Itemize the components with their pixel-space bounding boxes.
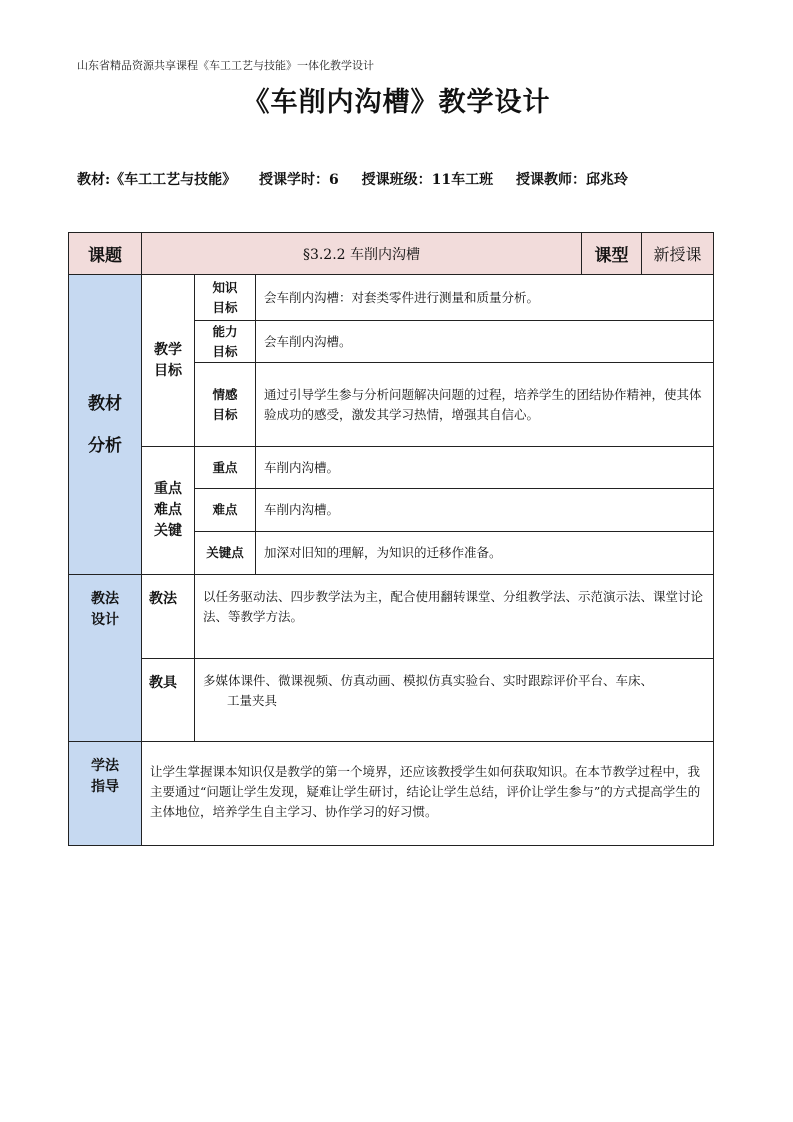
teaching-goals-cell [142, 275, 195, 447]
meta-teacher: 授课教师：邱兆玲 [516, 172, 629, 188]
teaching-tools-label-cell [142, 659, 195, 742]
key-points-label-1: 重点 [154, 481, 182, 497]
teaching-tools-text [195, 659, 714, 742]
teaching-goals-label: 教学目标 [154, 341, 182, 379]
method-design-cell [69, 575, 142, 742]
study-guide-label-1: 学法 [91, 758, 119, 774]
topic-value: §3.2.2 车削内沟槽 [142, 233, 582, 275]
ability-goal-text: 会车削内沟槽。 [256, 321, 714, 363]
course-meta [77, 169, 646, 189]
meta-class: 授课班级：11车工班 [361, 172, 494, 188]
crucial-point-text: 加深对旧知的理解，为知识的迁移作准备。 [256, 532, 714, 575]
key-point-row [69, 447, 714, 489]
teaching-tools-label: 教具 [149, 675, 177, 691]
material-analysis-label-1: 教材 [88, 393, 122, 414]
key-points-label-3: 关键 [154, 523, 182, 539]
difficult-point-text: 车削内沟槽。 [256, 489, 714, 532]
ability-goal-label-cell [195, 321, 256, 363]
lesson-design-table [68, 232, 714, 846]
study-guide-text: 让学生掌握课本知识仅是教学的第一个境界，还应该教授学生如何获取知识。在本节教学过程中，我主要通过“问题让学生发现，疑难让学生研讨，结论让学生总结，评价让学生参与”的方式提高学生的主体地位，培养学生自主学习、协作学习的好习惯。 [142, 742, 714, 846]
teaching-method-label-cell [142, 575, 195, 659]
difficult-point-label: 难点 [195, 489, 256, 532]
teaching-tools-text-line1: 多媒体课件、微课视频、仿真动画、模拟仿真实验台、实时跟踪评价平台、车床、 [203, 673, 654, 688]
meta-hours: 授课学时：6 [259, 172, 339, 188]
material-analysis-cell [69, 275, 142, 575]
key-points-label-2: 难点 [154, 502, 182, 518]
study-guide-row [69, 742, 714, 846]
topic-label: 课题 [69, 233, 142, 275]
teaching-tools-text-line2: 工量夹具 [227, 693, 278, 708]
running-header: 山东省精品资源共享课程《车工工艺与技能》一体化教学设计 [77, 59, 374, 72]
material-analysis-label-2: 分析 [88, 435, 122, 456]
emotion-goal-text: 通过引导学生参与分析问题解决问题的过程，培养学生的团结协作精神，使其体验成功的感受，激发其学习热情，增强其自信心。 [256, 363, 714, 447]
key-points-cell [142, 447, 195, 575]
knowledge-goal-text: 会车削内沟槽：对套类零件进行测量和质量分析。 [256, 275, 714, 321]
lesson-type-label: 课型 [582, 233, 642, 275]
teaching-tools-row [69, 659, 714, 742]
method-design-label-1: 教法 [91, 591, 119, 607]
crucial-point-label: 关键点 [195, 532, 256, 575]
meta-textbook: 教材:《车工工艺与技能》 [77, 172, 237, 188]
page-title: 《车削内沟槽》教学设计 [242, 87, 551, 118]
ability-goal-label: 能力目标 [212, 323, 238, 359]
method-design-label-2: 设计 [91, 612, 119, 628]
key-point-text: 车削内沟槽。 [256, 447, 714, 489]
emotion-goal-label: 情感目标 [212, 386, 238, 422]
key-point-label: 重点 [195, 447, 256, 489]
teaching-method-text: 以任务驱动法、四步教学法为主，配合使用翻转课堂、分组教学法、示范演示法、课堂讨论法、等教学方法。 [195, 575, 714, 659]
teaching-method-label: 教法 [149, 591, 177, 607]
knowledge-goal-label: 知识目标 [212, 279, 238, 315]
knowledge-goal-row [69, 275, 714, 321]
knowledge-goal-label-cell [195, 275, 256, 321]
lesson-type-value: 新授课 [642, 233, 714, 275]
study-guide-label-2: 指导 [91, 779, 119, 795]
emotion-goal-label-cell [195, 363, 256, 447]
teaching-method-row [69, 575, 714, 659]
topic-row [69, 233, 714, 275]
study-guide-cell [69, 742, 142, 846]
